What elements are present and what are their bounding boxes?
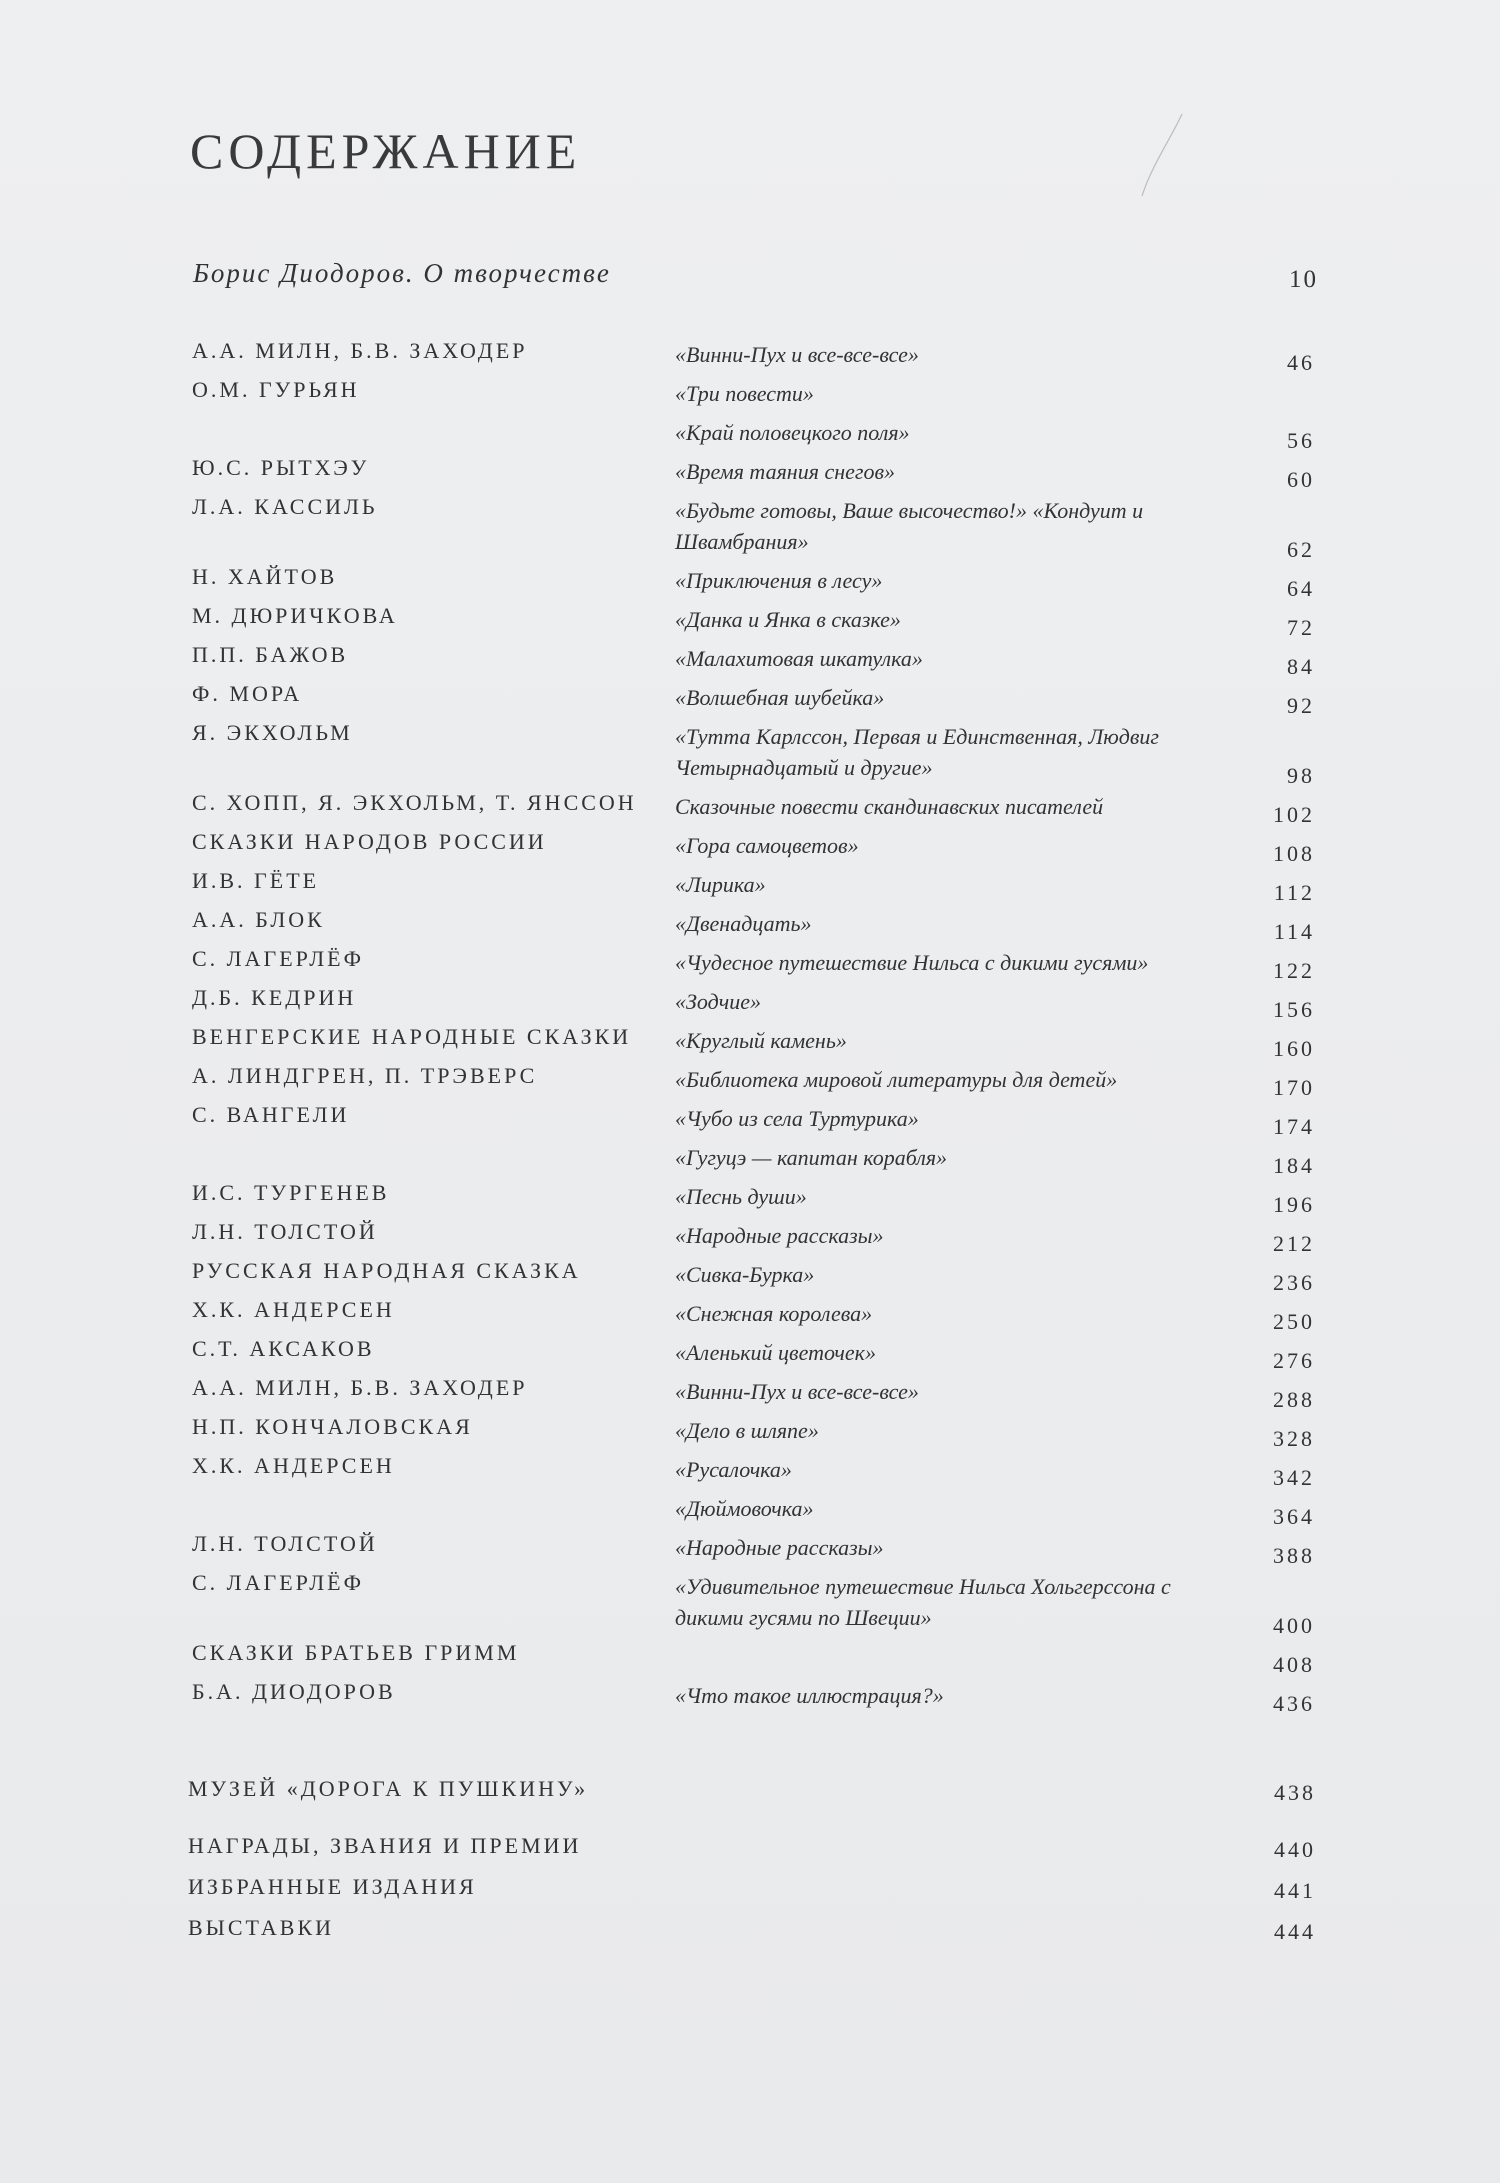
toc-author: Ф. МОРА: [192, 681, 303, 706]
toc-author: РУССКАЯ НАРОДНАЯ СКАЗКА: [192, 1258, 581, 1283]
toc-author: А. ЛИНДГРЕН, П. ТРЭВЕРС: [192, 1063, 538, 1088]
toc-row: [192, 338, 1315, 377]
toc-work-title: «Двенадцать»: [675, 911, 812, 936]
toc-author: Х.К. АНДЕРСЕН: [192, 1453, 395, 1478]
appendix-row: [188, 1874, 1316, 1915]
toc-row: [192, 1640, 1315, 1679]
toc-row: [192, 790, 1315, 829]
toc-row: [192, 1453, 1315, 1492]
toc-row: [192, 494, 1315, 564]
pencil-mark: [1130, 110, 1190, 200]
toc-author: А.А. БЛОК: [192, 907, 325, 932]
toc-row: [192, 829, 1315, 868]
intro-title: Борис Диодоров. О творчестве: [193, 258, 611, 288]
toc-work-title: «Край половецкого поля»: [675, 420, 910, 445]
toc-row: [192, 1063, 1315, 1102]
toc-author: Л.Н. ТОЛСТОЙ: [192, 1531, 378, 1556]
toc-work-title: «Снежная королева»: [675, 1301, 873, 1326]
toc-work-title: «Народные рассказы»: [675, 1535, 884, 1560]
toc-work-title: «Винни-Пух и все-все-все»: [675, 342, 919, 367]
toc-work-title: «Сивка-Бурка»: [675, 1262, 815, 1287]
toc-work-title: «Народные рассказы»: [675, 1223, 884, 1248]
toc-work-title: «Данка и Янка в сказке»: [675, 607, 901, 632]
toc-work-title: «Библиотека мировой литературы для детей»: [675, 1067, 1118, 1092]
toc-author: ВЕНГЕРСКИЕ НАРОДНЫЕ СКАЗКИ: [192, 1024, 632, 1049]
toc-row: [192, 642, 1315, 681]
toc-row: [192, 1024, 1315, 1063]
toc-work-title: «Чубо из села Туртурика»: [675, 1106, 919, 1131]
toc-author: С. ЛАГЕРЛЁФ: [192, 946, 364, 971]
toc-author: П.П. БАЖОВ: [192, 642, 349, 667]
toc-work-title: «Гугуцэ — капитан корабля»: [675, 1145, 948, 1170]
toc-author: СКАЗКИ БРАТЬЕВ ГРИММ: [192, 1640, 520, 1665]
toc-row: [192, 1180, 1315, 1219]
toc-work-title: «Будьте готовы, Ваше высочество!» «Кондуит и Швамбрания»: [675, 498, 1144, 554]
toc-page-number: 112: [1273, 880, 1315, 905]
appendix-row: [188, 1833, 1316, 1874]
toc-author: С. ВАНГЕЛИ: [192, 1102, 350, 1127]
toc-work-title: «Удивительное путешествие Нильса Хольгерссона с дикими гусями по Швеции»: [675, 1574, 1171, 1630]
toc-row: [192, 603, 1315, 642]
toc-row: [192, 681, 1315, 720]
toc-row: [192, 377, 1312, 416]
appendix-page-number: 438: [1274, 1780, 1316, 1805]
toc-row: [192, 868, 1315, 907]
toc-work-title: «Волшебная шубейка»: [675, 685, 885, 710]
toc-work-title: «Русалочка»: [675, 1457, 792, 1482]
toc-work-title: «Приключения в лесу»: [675, 568, 883, 593]
toc-row: [192, 1219, 1315, 1258]
toc-row: [192, 1679, 1315, 1718]
appendix-row: [188, 1915, 1316, 1956]
toc-author: Н. ХАЙТОВ: [192, 564, 338, 589]
appendix-title: ИЗБРАННЫЕ ИЗДАНИЯ: [188, 1874, 477, 1899]
toc-page-number: 160: [1273, 1036, 1315, 1061]
toc-page-number: 364: [1273, 1504, 1315, 1529]
toc-page-number: 288: [1273, 1387, 1315, 1412]
appendix-row: [188, 1776, 1316, 1817]
toc-page-number: 122: [1273, 958, 1315, 983]
toc-page-number: 388: [1273, 1543, 1315, 1568]
toc-author: С. ЛАГЕРЛЁФ: [192, 1570, 364, 1595]
toc-author: Ю.С. РЫТХЭУ: [192, 455, 370, 480]
toc-work-title: Сказочные повести скандинавских писателей: [675, 794, 1104, 819]
toc-page-number: 64: [1287, 576, 1315, 601]
toc-page-number: 108: [1273, 841, 1315, 866]
toc-work-title: «Время таяния снегов»: [675, 459, 896, 484]
toc-page-number: 196: [1273, 1192, 1315, 1217]
toc-row: [192, 1258, 1315, 1297]
toc-row: [192, 1375, 1315, 1414]
toc-row: [192, 1102, 1315, 1141]
toc-row: [192, 720, 1315, 790]
toc-work-title: «Малахитовая шкатулка»: [675, 646, 923, 671]
toc-page-number: 342: [1273, 1465, 1315, 1490]
toc-page-number: 84: [1287, 654, 1315, 679]
toc-work-title: «Круглый камень»: [675, 1028, 847, 1053]
toc-work-title: «Что такое иллюстрация?»: [675, 1683, 944, 1708]
table-of-contents: [192, 338, 1315, 1718]
toc-author: Л.Н. ТОЛСТОЙ: [192, 1219, 378, 1244]
appendix-title: МУЗЕЙ «ДОРОГА К ПУШКИНУ»: [188, 1776, 589, 1801]
toc-row: [192, 985, 1315, 1024]
appendix-page-number: 444: [1274, 1919, 1316, 1944]
toc-page-number: 102: [1273, 802, 1315, 827]
toc-page-number: 400: [1273, 1613, 1315, 1638]
toc-row: [192, 1492, 1315, 1531]
toc-author: С. ХОПП, Я. ЭКХОЛЬМ, Т. ЯНССОН: [192, 790, 637, 815]
toc-author: Д.Б. КЕДРИН: [192, 985, 357, 1010]
toc-work-title: «Три повести»: [675, 381, 814, 406]
toc-page-number: 60: [1287, 467, 1315, 492]
toc-page-number: 436: [1273, 1691, 1315, 1716]
toc-author: Л.А. КАССИЛЬ: [192, 494, 378, 519]
toc-row: [192, 416, 1315, 455]
toc-page-number: 236: [1273, 1270, 1315, 1295]
toc-author: М. ДЮРИЧКОВА: [192, 603, 398, 628]
toc-author: Н.П. КОНЧАЛОВСКАЯ: [192, 1414, 473, 1439]
toc-work-title: «Дело в шляпе»: [675, 1418, 819, 1443]
toc-row: [192, 1414, 1315, 1453]
toc-page-number: 114: [1273, 919, 1315, 944]
toc-page-number: 98: [1287, 763, 1315, 788]
toc-page-number: 328: [1273, 1426, 1315, 1451]
toc-page-number: 46: [1287, 350, 1315, 375]
toc-work-title: «Аленький цветочек»: [675, 1340, 876, 1365]
toc-author: О.М. ГУРЬЯН: [192, 377, 360, 402]
toc-page-number: 92: [1287, 693, 1315, 718]
appendix-page-number: 440: [1274, 1837, 1316, 1862]
toc-row: [192, 1570, 1315, 1640]
toc-row: [192, 564, 1315, 603]
toc-work-title: «Чудесное путешествие Нильса с дикими гусями»: [675, 950, 1149, 975]
appendix-title: ВЫСТАВКИ: [188, 1915, 334, 1940]
toc-page-number: 62: [1287, 537, 1315, 562]
toc-author: Х.К. АНДЕРСЕН: [192, 1297, 395, 1322]
toc-row: [192, 1141, 1315, 1180]
toc-page-number: 212: [1273, 1231, 1315, 1256]
appendix-title: НАГРАДЫ, ЗВАНИЯ И ПРЕМИИ: [188, 1833, 582, 1858]
toc-work-title: «Винни-Пух и все-все-все»: [675, 1379, 919, 1404]
toc-row: [192, 946, 1315, 985]
toc-row: [192, 907, 1315, 946]
toc-page-number: 408: [1273, 1652, 1315, 1677]
toc-page-number: 170: [1273, 1075, 1315, 1100]
appendix-sections: [188, 1776, 1316, 1956]
toc-page-number: 72: [1287, 615, 1315, 640]
toc-row: [192, 1336, 1315, 1375]
toc-work-title: «Лирика»: [675, 872, 766, 897]
toc-page-number: 156: [1273, 997, 1315, 1022]
toc-page-number: 250: [1273, 1309, 1315, 1334]
intro-entry: [193, 258, 1318, 298]
toc-author: А.А. МИЛН, Б.В. ЗАХОДЕР: [192, 1375, 528, 1400]
page-title: СОДЕРЖАНИЕ: [190, 123, 582, 179]
toc-page-number: 56: [1287, 428, 1315, 453]
toc-author: С.Т. АКСАКОВ: [192, 1336, 375, 1361]
toc-author: СКАЗКИ НАРОДОВ РОССИИ: [192, 829, 547, 854]
toc-author: И.С. ТУРГЕНЕВ: [192, 1180, 390, 1205]
toc-author: И.В. ГЁТЕ: [192, 868, 320, 893]
toc-work-title: «Тутта Карлссон, Первая и Единственная, Людвиг Четырнадцатый и другие»: [675, 724, 1159, 780]
toc-row: [192, 1531, 1315, 1570]
toc-page-number: 276: [1273, 1348, 1315, 1373]
toc-author: Я. ЭКХОЛЬМ: [192, 720, 353, 745]
toc-row: [192, 1297, 1315, 1336]
toc-work-title: «Гора самоцветов»: [675, 833, 859, 858]
toc-page-number: 184: [1273, 1153, 1315, 1178]
toc-work-title: «Дюймовочка»: [675, 1496, 814, 1521]
toc-author: Б.А. ДИОДОРОВ: [192, 1679, 396, 1704]
toc-work-title: «Песнь души»: [675, 1184, 807, 1209]
toc-work-title: «Зодчие»: [675, 989, 761, 1014]
toc-page-number: 174: [1273, 1114, 1315, 1139]
toc-author: А.А. МИЛН, Б.В. ЗАХОДЕР: [192, 338, 528, 363]
intro-page-number: 10: [1289, 266, 1318, 293]
toc-row: [192, 455, 1315, 494]
appendix-page-number: 441: [1274, 1878, 1316, 1903]
